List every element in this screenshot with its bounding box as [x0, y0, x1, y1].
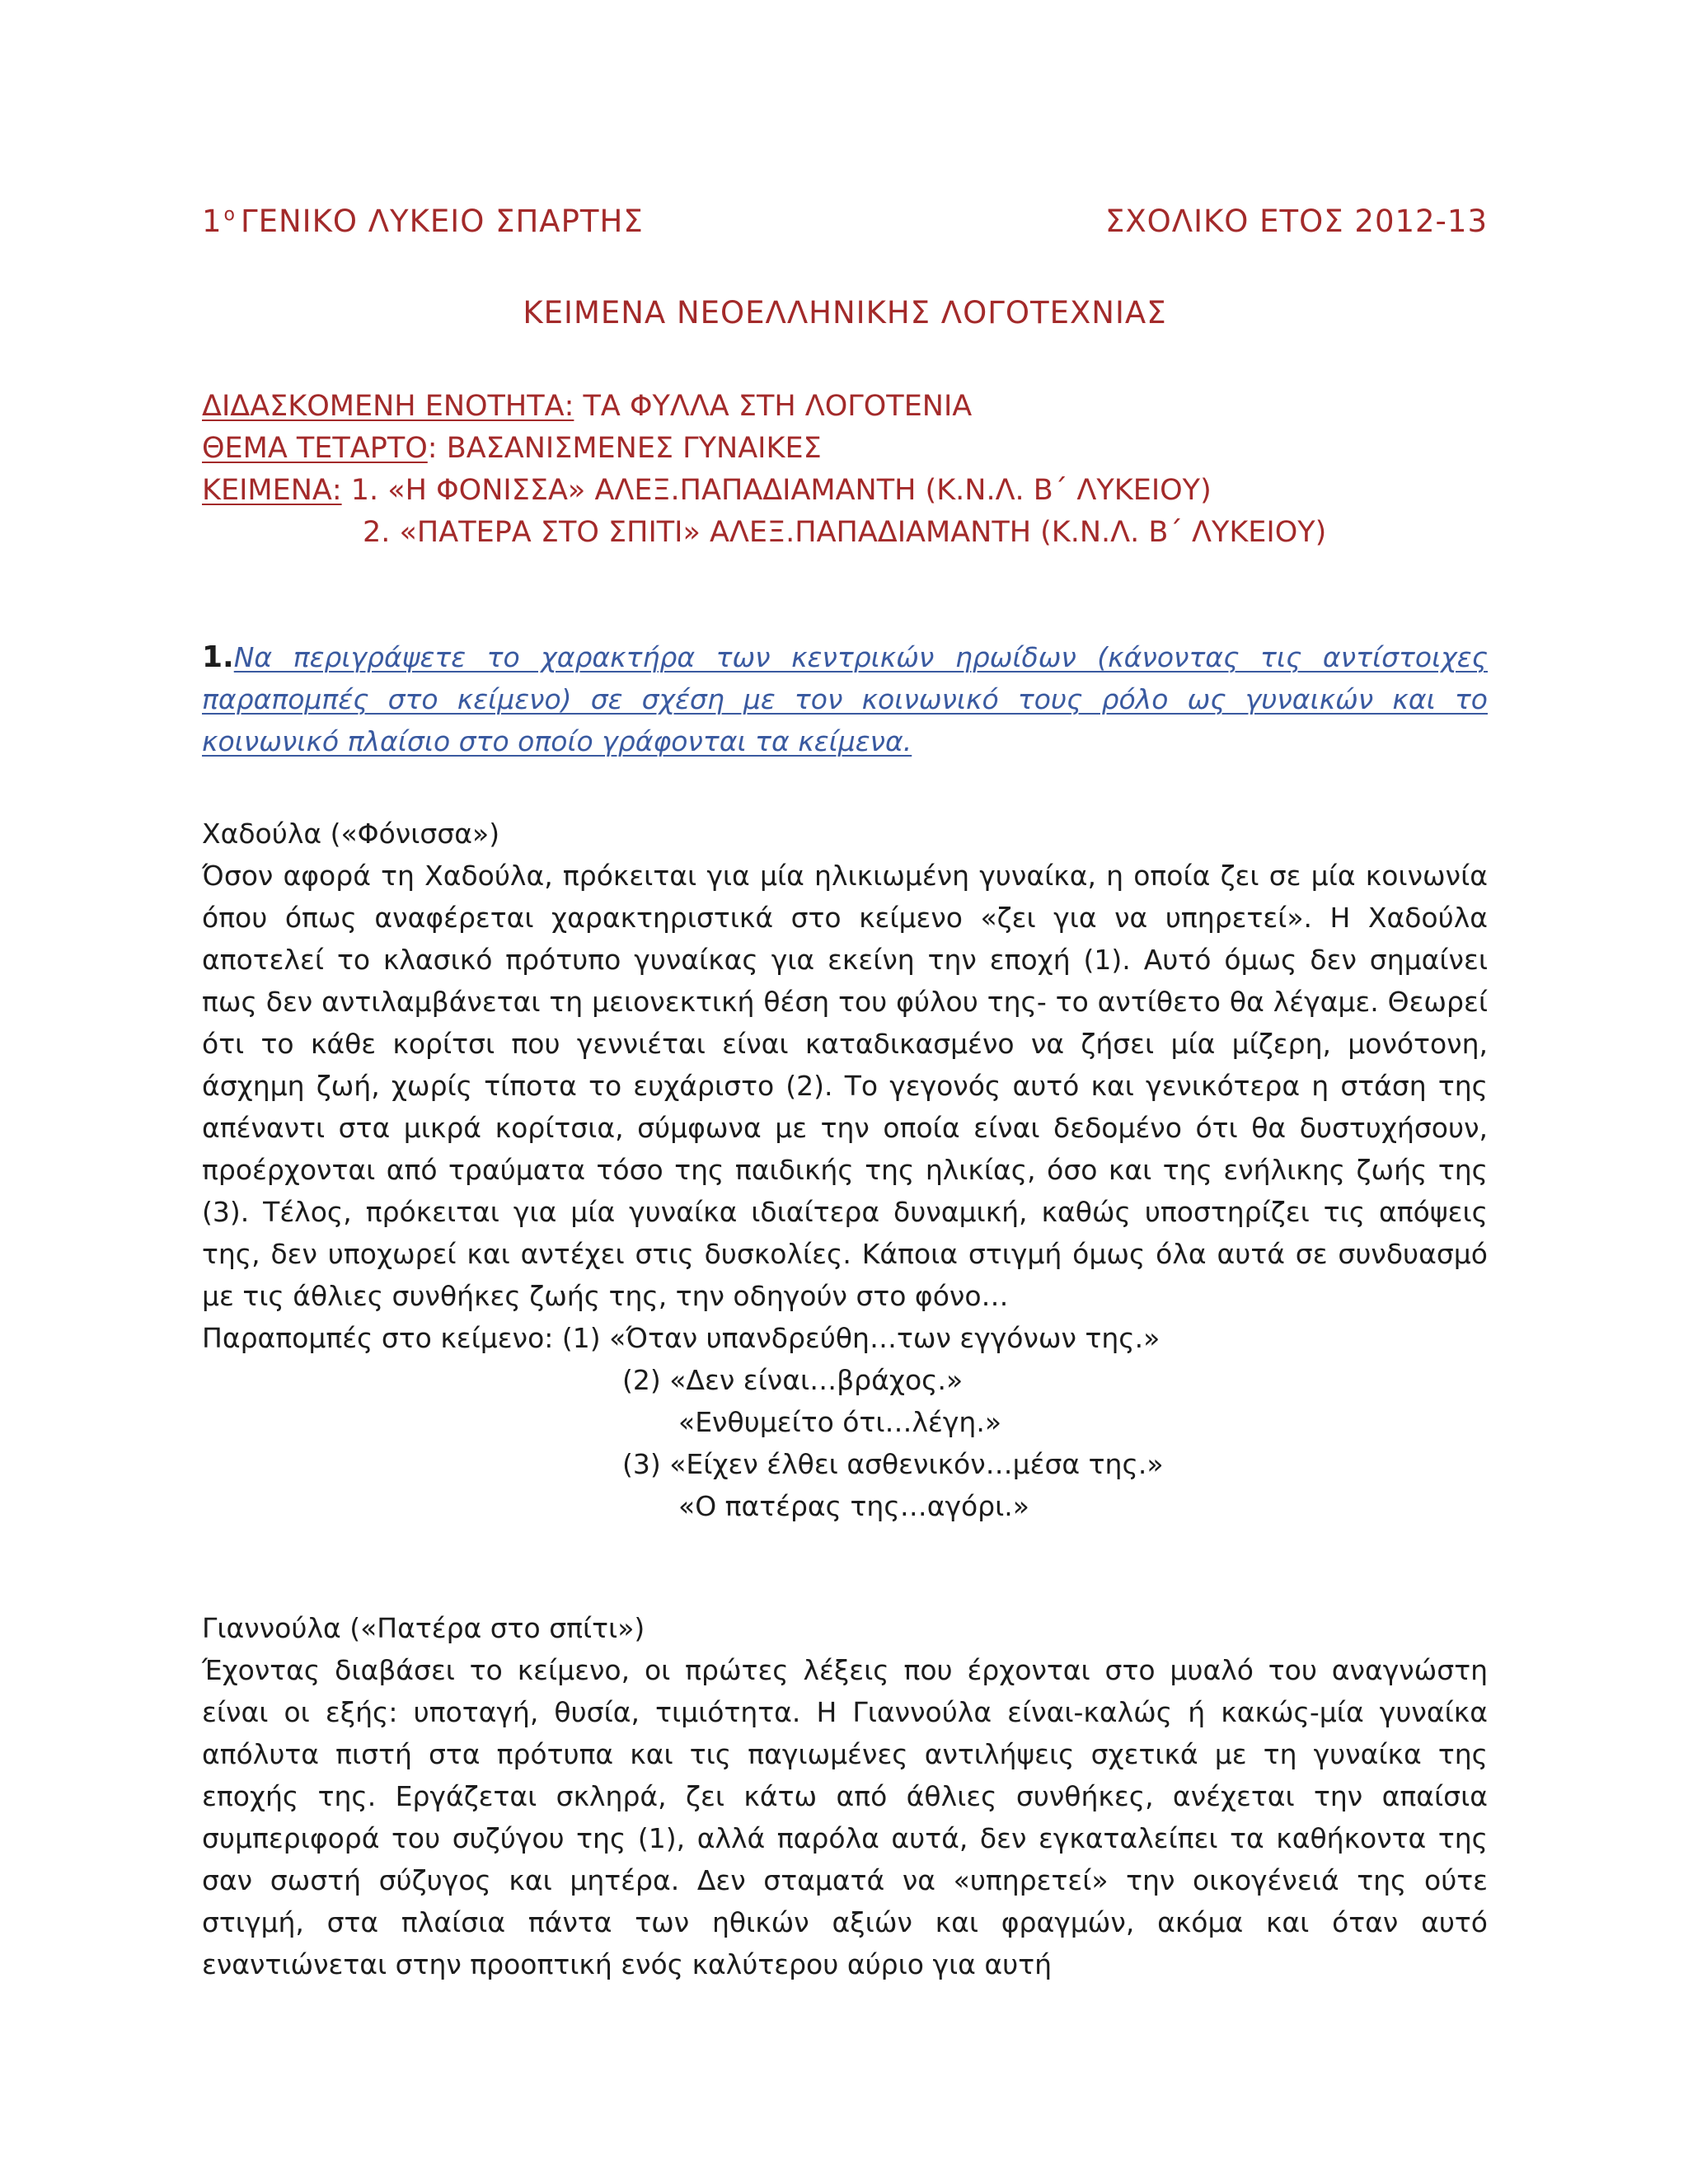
section-heading: Χαδούλα («Φόνισσα»): [202, 818, 500, 850]
section-paragraph: Όσον αφορά τη Χαδούλα, πρόκειται για μία ηλικιωμένη γυναίκα, η οποία ζει σε μία κοινωνία όπου όπως αναφέρεται χαρακτηριστικά στο κείμενο «ζει για να υπηρετεί». Η Χαδούλα αποτελεί το κλασικό πρότυπο γυναίκας για εκείνη την εποχή (1). Αυτό όμως δεν σημαίνει πως δεν αντιλαμβάνεται τη μειονεκτική θέση του φύλου της- το αντίθετο θα λέγαμε. Θεωρεί ότι το κάθε κορίτσι που γεννιέται είναι καταδικασμένο να ζήσει μία μίζερη, μονότονη, άσχημη ζωή, χωρίς τίποτα το ευχάριστο (2). Το γεγονός αυτό και γενικότερα η στάση της απέναντι στα μικρά κορίτσια, σύμφωνα με την οποία είναι δεδομένο ότι θα δυστυχήσουν, προέρχονται από τραύματα τόσο της παιδικής της ηλικίας, όσο και της ενήλικης ζωής της (3). Τέλος, πρόκειται για μία γυναίκα ιδιαίτερα δυναμική, καθώς υποστηρίζει τις απόψεις της, δεν υποχωρεί και αντέχει στις δυσκολίες. Κάποια στιγμή όμως όλα αυτά σε συνδυασμό με τις άθλιες συνθήκες ζωής της, την οδηγούν στο φόνο…: [202, 860, 1488, 1312]
question-number: 1.: [202, 640, 234, 674]
reference-3a: (3) «Είχεν έλθει ασθενικόν…μέσα της.»: [622, 1448, 1164, 1480]
unit-value: ΤΑ ΦΥΛΛΑ ΣΤΗ ΛΟΓΟΤΕΝΙΑ: [574, 390, 973, 423]
school-title: ΓΕΝΙΚΟ ΛΥΚΕΙΟ ΣΠΑΡΤΗΣ: [241, 204, 644, 239]
school-number: 1: [202, 204, 223, 239]
school-year: ΣΧΟΛΙΚΟ ΕΤΟΣ 2012-13: [1104, 204, 1488, 239]
unit-label: ΔΙΔΑΣΚΟΜΕΝΗ ΕΝΟΤΗΤΑ:: [202, 390, 574, 423]
texts-label: ΚΕΙΜΕΝΑ:: [202, 474, 342, 507]
section-heading: Γιαννούλα («Πατέρα στο σπίτι»): [202, 1612, 645, 1644]
question-text: Να περιγράψετε το χαρακτήρα των κεντρικών ηρωίδων (κάνοντας τις αντίστοιχες παραπομπές στο κείμενο) σε σχέση με τον κοινωνικό τους ρόλο ως γυναικών και το κοινωνικό πλαίσιο στο οποίο γράφονται τα κείμενα.: [202, 641, 1488, 757]
reference-3b: «Ο πατέρας της…αγόρι.»: [678, 1490, 1029, 1522]
theme-label: ΘΕΜΑ ΤΕΤΑΡΤΟ: [202, 432, 428, 465]
reference-2a: (2) «Δεν είναι…βράχος.»: [622, 1364, 964, 1396]
reference-2b: «Ενθυμείτο ότι…λέγη.»: [678, 1406, 1002, 1438]
references: [202, 1317, 1488, 1527]
document-header: [202, 204, 1488, 245]
school-ordinal: ο: [223, 204, 237, 225]
section-paragraph: Έχοντας διαβάσει το κείμενο, οι πρώτες λέξεις που έρχονται στο μυαλό του αναγνώστη είναι οι εξής: υποταγή, θυσία, τιμιότητα. Η Γιαννούλα είναι-καλώς ή κακώς-μία γυναίκα απόλυτα πιστή στα πρότυπα και τις παγιωμένες αντιλήψεις σχετικά με τη γυναίκα της εποχής της. Εργάζεται σκληρά, ζει κάτω από άθλιες συνθήκες, ανέχεται την απαίσια συμπεριφορά του συζύγου της (1), αλλά παρόλα αυτά, δεν εγκαταλείπει τα καθήκοντα της σαν σωστή σύζυγος και μητέρα. Δεν σταματά να «υπηρετεί» την οικογένειά της ούτε στιγμή, στα πλαίσια πάντα των ηθικών αξιών και φραγμών, ακόμα και όταν αυτό εναντιώνεται στην προοπτική ενός καλύτερου αύριο για αυτή: [202, 1654, 1488, 1980]
subject-title: ΚΕΙΜΕΝΑ ΝΕΟΕΛΛΗΝΙΚΗΣ ΛΟΓΟΤΕΧΝΙΑΣ: [523, 295, 1167, 330]
theme-value: : ΒΑΣΑΝΙΣΜΕΝΕΣ ΓΥΝΑΙΚΕΣ: [427, 432, 822, 465]
texts-line-2: [202, 512, 1537, 554]
unit-line: [202, 386, 1537, 428]
question-1: [202, 636, 1488, 762]
school-name: [202, 204, 644, 239]
section-chadoula: [202, 813, 1488, 1527]
text-2: 2. «ΠΑΤΕΡΑ ΣΤΟ ΣΠΙΤΙ» ΑΛΕΞ.ΠΑΠΑΔΙΑΜΑΝΤΗ (Κ.Ν.Λ. Β΄ ΛΥΚΕΙΟΥ): [363, 516, 1327, 549]
lesson-info: [202, 386, 1537, 554]
texts-line-1: [202, 470, 1537, 512]
theme-line: [202, 428, 1537, 470]
reference-1: Παραπομπές στο κείμενο: (1) «Όταν υπανδρεύθη…των εγγόνων της.»: [202, 1322, 1160, 1354]
text-1: 1. «Η ΦΟΝΙΣΣΑ» ΑΛΕΞ.ΠΑΠΑΔΙΑΜΑΝΤΗ (Κ.Ν.Λ. Β΄ ΛΥΚΕΙΟΥ): [341, 474, 1212, 507]
section-giannoula: [202, 1607, 1488, 1985]
